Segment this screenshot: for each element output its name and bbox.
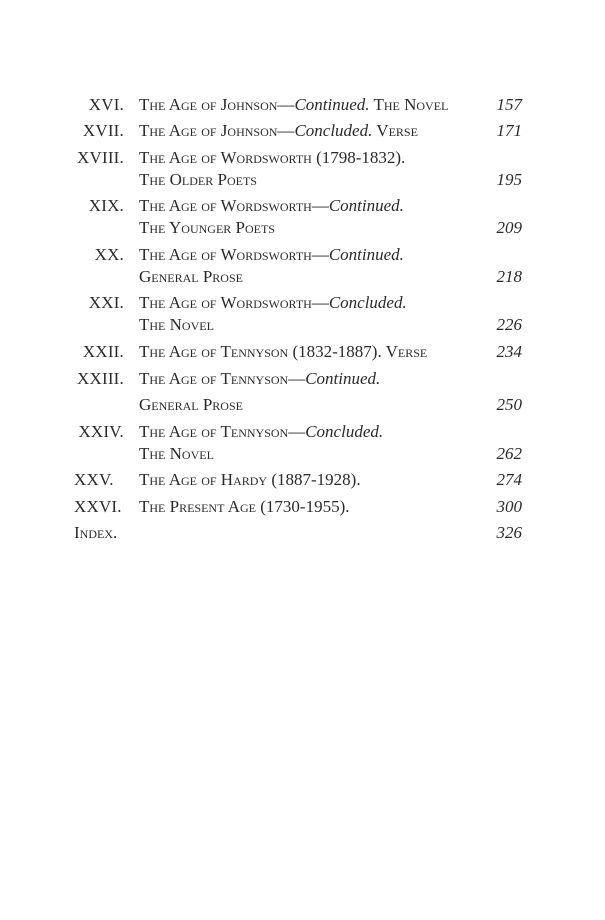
page-number: 326: [496, 523, 522, 542]
chapter-title: The Age of Johnson—Continued. The Novel: [139, 95, 449, 114]
chapter-title: The Age of Tennyson (1832-1887). Verse: [139, 342, 428, 361]
page-number: 300: [496, 497, 522, 516]
page-number: 157: [496, 95, 522, 114]
page-number: 209: [496, 218, 522, 237]
chapter-title: The Age of Johnson—Concluded. Verse: [139, 121, 418, 140]
page-number: 226: [496, 315, 522, 334]
page-number: 234: [496, 342, 522, 361]
chapter-number: XXIV.: [78, 422, 124, 441]
chapter-number: XXV.: [74, 470, 114, 489]
page-number: 195: [496, 170, 522, 189]
chapter-title: The Age of Tennyson—Continued.: [139, 369, 381, 388]
chapter-number: XXIII.: [77, 369, 124, 388]
page-number: 250: [496, 395, 522, 414]
chapter-number: XVII.: [82, 121, 124, 140]
chapter-title: The Present Age (1730-1955).: [139, 497, 350, 516]
chapter-subtitle: General Prose: [139, 267, 243, 286]
chapter-number: XVIII.: [77, 148, 124, 167]
page-number: 274: [496, 470, 522, 489]
chapter-subtitle: The Younger Poets: [139, 218, 275, 237]
chapter-number: XX.: [94, 245, 124, 264]
chapter-title: The Age of Hardy (1887-1928).: [139, 470, 361, 489]
chapter-title: The Age of Wordsworth (1798-1832).: [139, 148, 406, 167]
chapter-title: The Age of Wordsworth—Concluded.: [139, 293, 407, 312]
index-label: Index.: [74, 523, 118, 542]
chapter-title: The Age of Tennyson—Concluded.: [139, 422, 384, 441]
page-number: 218: [496, 267, 522, 286]
chapter-number: XVI.: [88, 95, 124, 114]
chapter-number: XXVI.: [74, 497, 122, 516]
chapter-title: The Age of Wordsworth—Continued.: [139, 245, 404, 264]
chapter-number: XXII.: [82, 342, 124, 361]
chapter-subtitle: The Novel: [139, 315, 214, 334]
page-number: 171: [496, 121, 522, 140]
chapter-number: XXI.: [88, 293, 124, 312]
chapter-subtitle: General Prose: [139, 395, 243, 414]
page-number: 262: [496, 444, 522, 463]
chapter-subtitle: The Older Poets: [139, 170, 257, 189]
chapter-title: The Age of Wordsworth—Continued.: [139, 196, 404, 215]
chapter-number: XIX.: [88, 196, 124, 215]
chapter-subtitle: The Novel: [139, 444, 214, 463]
